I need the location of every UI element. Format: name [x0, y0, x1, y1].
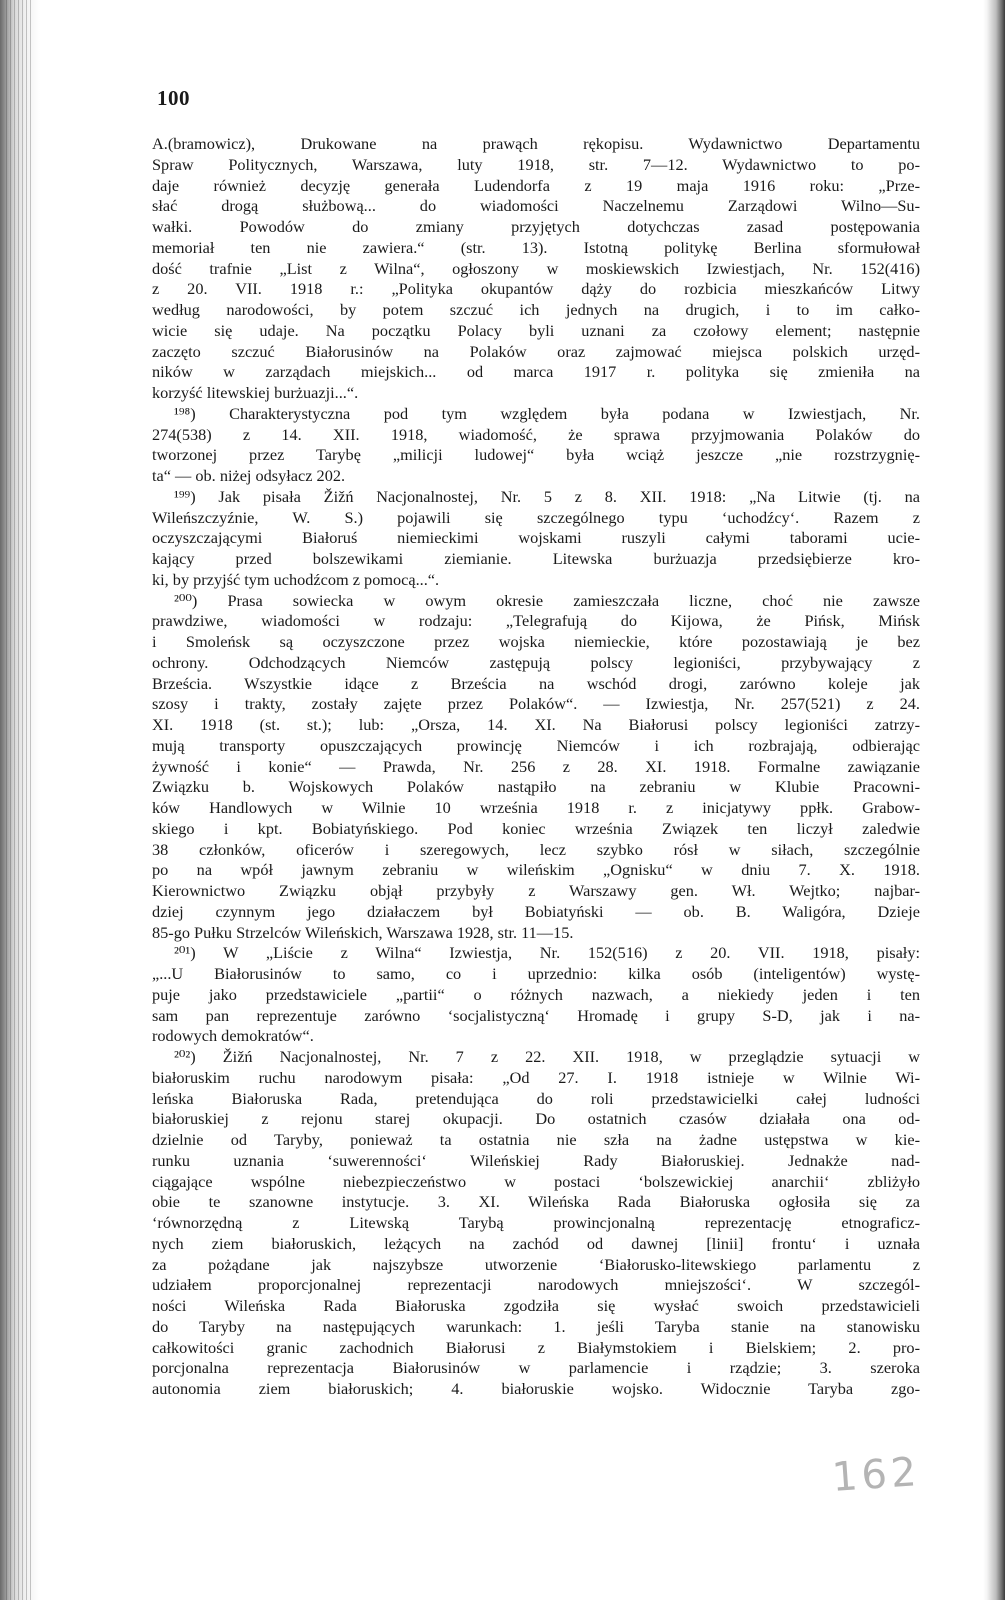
text-line: ²⁰¹) W „Liście z Wilna“ Izwiestja, Nr. 152(516) z 20. VII. 1918, pisały:	[174, 943, 920, 963]
text-line: dzielnie od Taryby, ponieważ ta ostatnia nie szła na żadne ustępstwa w kie-	[152, 1130, 920, 1149]
page-number: 100	[157, 86, 190, 110]
text-line: oczyszczającymi Białoruś niemieckimi wojskami ruszyli całymi taborami ucie-	[152, 528, 920, 548]
text-line: zaczęto szczuć Białorusinów na Polaków oraz zajmować miejsca polskich urzęd-	[152, 341, 920, 361]
text-line: do Taryby na następujących warunkach: 1. jeśli Taryba stanie na stanowisku	[152, 1316, 920, 1336]
text-line: 274(538) z 14. XII. 1918, wiadomość, że sprawa przyjmowania Polaków do	[152, 424, 920, 444]
text-line: za pożądane jak najszybsze utworzenie ‘Białorusko-litewskiego parlamentu z	[152, 1254, 920, 1274]
text-line: ²⁰⁰) Prasa sowiecka w owym okresie zamieszczała liczne, choć nie zawsze	[174, 590, 920, 610]
text-line: mują transporty opuszczających prowincję Niemców i ich rozbrajają, odbierając	[152, 735, 920, 755]
text-line: ¹⁹⁹) Jak pisała Žižń Nacjonalnostej, Nr. 5 z 8. XII. 1918: „Na Litwie (tj. na	[174, 486, 920, 506]
text-line: 38 członków, oficerów i szeregowych, lecz szybko rósł w siłach, szczególnie	[152, 839, 920, 859]
text-line: Kierownictwo Związku objął przybyły z Warszawy gen. Wł. Wejtko; najbar-	[152, 881, 920, 900]
text-line: ciągające wspólne niebezpieczeństwo w postaci ‘bolszewickiej anarchii‘ zbliżyło	[152, 1171, 920, 1191]
text-line: ta“ — ob. niżej odsyłacz 202.	[152, 466, 346, 485]
text-line: całkowitości granic zachodnich Białorusi z Białymstokiem i Bielskiem; 2. pro-	[152, 1337, 920, 1357]
text-line: memoriał ten nie zawiera.“ (str. 13). Istotną politykę Berlina sformułował	[152, 237, 920, 257]
text-line: puje jako przedstawiciele „partii“ o różnych nazwach, a niekiedy jeden i ten	[152, 984, 920, 1004]
text-line: ²⁰²) Žižń Nacjonalnostej, Nr. 7 z 22. XII. 1918, w przeglądzie sytuacji w	[174, 1047, 920, 1066]
text-line: Brześcia. Wszystkie idące z Brześcia na wschód drogi, zarówno koleje jak	[152, 673, 920, 693]
text-line: ‘równorzędną z Litewską Tarybą prowincjonalną reprezentację etnograficz-	[152, 1213, 920, 1232]
text-line: dość trafnie „List z Wilna“, ogłoszony w moskiewskich Izwiestjach, Nr. 152(416)	[152, 258, 920, 278]
text-line: Wileńszczyźnie, W. S.) pojawili się szczególnego typu ‘uchodźcy‘. Razem z	[152, 507, 920, 527]
text-line: kający przed bolszewikami ziemianie. Litewska burżuazja przedsiębierze kro-	[152, 549, 920, 568]
text-line: nych ziem białoruskich, leżących na zachód od dawnej [linii] frontu‘ i uznała	[152, 1233, 920, 1253]
text-line: daje również decyzję generała Ludendorfa z 19 maja 1916 roku: „Prze-	[152, 175, 920, 195]
footnotes-text-block	[152, 134, 920, 1400]
text-line: tworzonej przez Tarybę „milicji ludowej“ była wciąż jeszcze „nie rozstrzygnię-	[152, 445, 920, 465]
text-line: porcjonalna reprezentacja Białorusinów w parlamencie i rządzie; 3. szeroka	[152, 1358, 920, 1378]
text-line: białoruskiej z rejonu starej okupacji. Do ostatnich czasów działała ona od-	[152, 1109, 920, 1129]
text-line: ki, by przyjść tym uchodźcom z pomocą...“.	[152, 569, 440, 589]
text-line: udziałem proporcjonalnej reprezentacji narodowych mniejszości‘. W szczegól-	[152, 1275, 920, 1295]
text-line: ochrony. Odchodzących Niemców zastępują polscy legioniści, przybywający z	[152, 652, 920, 672]
text-line: sam pan reprezentuje zarówno ‘socjalistyczną‘ Hromadę i grupy S-D, jak i na-	[152, 1005, 920, 1025]
text-line: po na wpół jawnym zebraniu w wileńskim „Ognisku“ w dniu 7. X. 1918.	[152, 860, 920, 880]
handwritten-page-number: 162	[830, 1448, 922, 1502]
text-line: dziej czynnym jego działaczem był Bobiatyński — ob. B. Waligóra, Dzieje	[152, 901, 920, 921]
text-line: runku uznania ‘suwerenności‘ Wileńskiej Rady Białoruskiej. Jednakże nad-	[152, 1150, 920, 1170]
text-line: szosy i trakty, zostały zajęte przez Polaków“. — Izwiestja, Nr. 257(521) z 24.	[152, 694, 920, 714]
text-line: autonomia ziem białoruskich; 4. białoruskie wojsko. Widocznie Taryba zgo-	[152, 1379, 920, 1398]
text-line: ników w zarządach miejskich... od marca 1917 r. polityka się zmieniła na	[152, 362, 920, 382]
text-line: leńska Białoruska Rada, pretendująca do roli przedstawicielki całej ludności	[152, 1088, 920, 1108]
right-page-edge	[983, 0, 1005, 1600]
text-line: A.(bramowicz), Drukowane na prawąch rękopisu. Wydawnictwo Departamentu	[152, 134, 920, 153]
text-line: ¹⁹⁸) Charakterystyczna pod tym względem była podana w Izwiestjach, Nr.	[174, 403, 920, 423]
text-line: słać drogą służbową... do wiadomości Naczelnemu Zarządowi Wilno—Su-	[152, 196, 920, 216]
text-line: ków Handlowych w Wilnie 10 września 1918 r. z inicjatywy ppłk. Grabow-	[152, 798, 920, 817]
text-line: prawdziwe, wiadomości w rodzaju: „Telegrafują do Kijowa, że Pińsk, Mińsk	[152, 611, 920, 631]
text-line: 85-go Pułku Strzelców Wileńskich, Warszawa 1928, str. 11—15.	[152, 922, 574, 942]
text-line: korzyść litewskiej burżuazji...“.	[152, 383, 359, 402]
text-line: białoruskim ruchu narodowym pisała: „Od 27. I. 1918 istnieje w Wilnie Wi-	[152, 1067, 920, 1087]
text-line: i Smoleńsk są oczyszczone przez wojska niemieckie, które pozostawiają je bez	[152, 632, 920, 651]
text-line: rodowych demokratów“.	[152, 1026, 314, 1046]
text-line: ności Wileńska Rada Białoruska zgodziła się wysłać swoich przedstawicieli	[152, 1296, 920, 1315]
text-line: wicie się udaje. Na początku Polacy byli uznani za czołowy element; następnie	[152, 320, 920, 340]
text-line: z 20. VII. 1918 r.: „Polityka okupantów dąży do rozbicia mieszkańców Litwy	[152, 279, 920, 299]
text-line: XI. 1918 (st. st.); lub: „Orsza, 14. XI. Na Białorusi polscy legioniści zatrzy-	[152, 715, 920, 734]
text-line: żywność i konie“ — Prawda, Nr. 256 z 28. XI. 1918. Formalne zawiązanie	[152, 756, 920, 776]
text-line: obie te szanowne instytucje. 3. XI. Wileńska Rada Białoruska ogłosiła się za	[152, 1192, 920, 1212]
binding-page-edges	[6, 0, 32, 1600]
text-line: Związku b. Wojskowych Polaków nastąpiło na zebraniu w Klubie Pracowni-	[152, 777, 920, 797]
text-line: Spraw Politycznych, Warszawa, luty 1918, str. 7—12. Wydawnictwo to po-	[152, 154, 920, 174]
text-line: wałki. Powodów do zmiany przyjętych dotychczas zasad postępowania	[152, 217, 920, 236]
text-line: według narodowości, by potem szczuć ich jednych na drugich, i to im całko-	[152, 300, 920, 319]
text-line: skiego i kpt. Bobiatyńskiego. Pod koniec września Związek ten liczył zaledwie	[152, 818, 920, 838]
text-line: „...U Białorusinów to samo, co i uprzednio: kilka osób (inteligentów) wystę-	[152, 964, 920, 983]
